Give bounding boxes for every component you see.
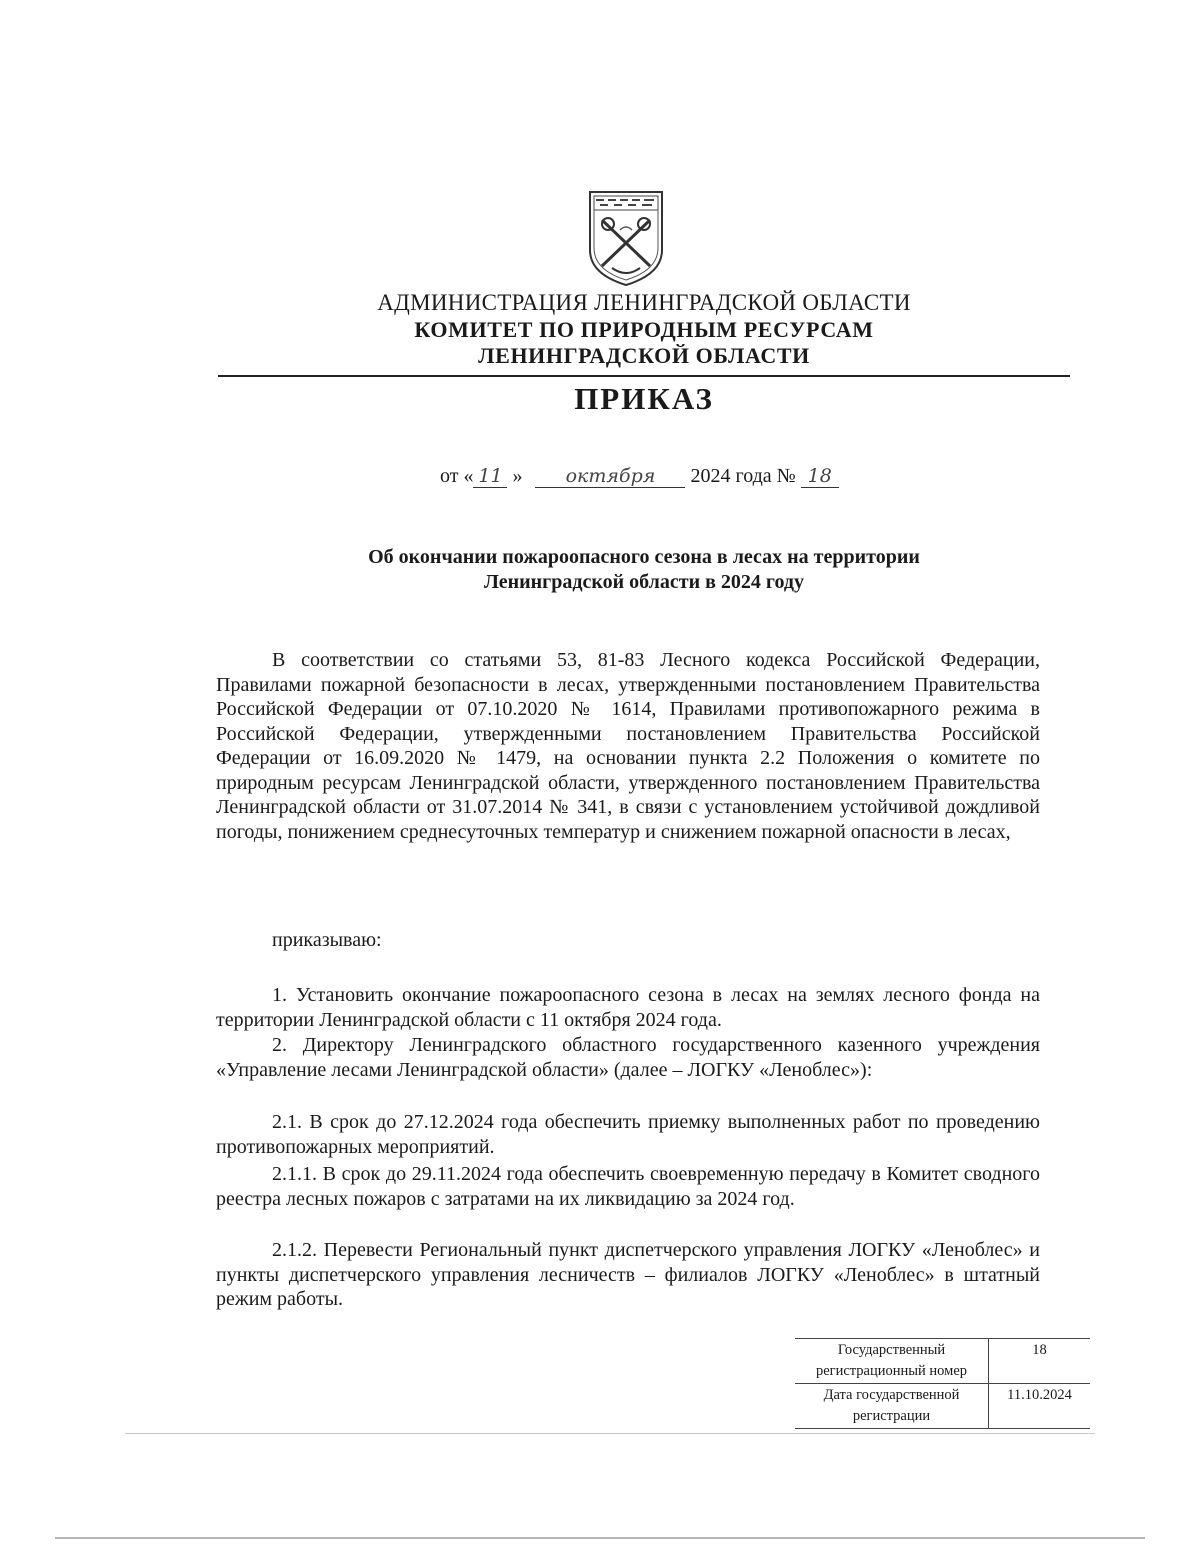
scan-artifact-line bbox=[55, 1537, 1145, 1539]
order-title bbox=[218, 545, 1070, 595]
order-title-line-1: Об окончании пожароопасного сезона в лесах на территории bbox=[368, 546, 920, 568]
number-sign: № bbox=[776, 465, 796, 487]
date-year: 2024 года bbox=[690, 465, 772, 487]
coat-of-arms-icon bbox=[584, 188, 668, 288]
registration-table bbox=[795, 1338, 1090, 1429]
item-2-1-1: 2.1.1. В срок до 29.11.2024 года обеспечить своевременную передачу в Комитет сводного реестра лесных пожаров с затратами на их ликвидацию за 2024 год. bbox=[216, 1163, 1040, 1210]
order-number-field: 18 bbox=[801, 465, 839, 488]
scan-artifact-line bbox=[125, 1433, 1095, 1434]
administration-heading: АДМИНИСТРАЦИЯ ЛЕНИНГРАДСКОЙ ОБЛАСТИ bbox=[377, 290, 911, 315]
registration-date-label: Дата государственной регистрации bbox=[795, 1384, 989, 1429]
table-row bbox=[795, 1384, 1090, 1429]
date-quote-close: » bbox=[512, 465, 523, 487]
document-type-heading: ПРИКАЗ bbox=[574, 381, 714, 416]
date-day-field: 11 bbox=[473, 465, 507, 488]
order-title-line-2: Ленинградской области в 2024 году bbox=[483, 571, 805, 593]
committee-heading: КОМИТЕТ ПО ПРИРОДНЫМ РЕСУРСАМ bbox=[414, 317, 874, 342]
order-date-line bbox=[440, 465, 839, 488]
date-prefix: от « bbox=[440, 465, 474, 487]
item-2-1-2: 2.1.2. Перевести Региональный пункт диспетчерского управления ЛОГКУ «Леноблес» и пункты диспетчерского управления лесничеств – филиалов ЛОГКУ «Леноблес» в штатный режим работы. bbox=[216, 1239, 1040, 1310]
item-2-1: 2.1. В срок до 27.12.2024 года обеспечить приемку выполненных работ по проведению противопожарных мероприятий. bbox=[216, 1111, 1040, 1158]
order-word: приказываю: bbox=[272, 929, 382, 951]
item-2: 2. Директору Ленинградского областного государственного казенного учреждения «Управление лесами Ленинградской области» (далее – ЛОГКУ «Леноблес»): bbox=[216, 1034, 1040, 1081]
region-heading: ЛЕНИНГРАДСКОЙ ОБЛАСТИ bbox=[478, 343, 810, 368]
header-divider bbox=[218, 375, 1070, 377]
table-row bbox=[795, 1339, 1090, 1384]
preamble-paragraph: В соответствии со статьями 53, 81-83 Лесного кодекса Российской Федерации, Правилами пожарной безопасности в лесах, утвержденными постановлением Правительства Российской Федерации от 07.10.2020 № 1614, Правилами противопожарного режима в Российской Федерации, утвержденными постановлением Правительства Российской Федерации от 16.09.2020 № 1479, на основании пункта 2.2 Положения о комитете по природным ресурсам Ленинградской области, утвержденного постановлением Правительства Ленинградской области от 31.07.2014 № 341, в связи с установлением устойчивой дождливой погоды, понижением среднесуточных температур и снижением пожарной опасности в лесах, bbox=[216, 649, 1040, 843]
registration-number-value: 18 bbox=[989, 1339, 1091, 1384]
date-month-field: октября bbox=[535, 465, 685, 488]
registration-date-value: 11.10.2024 bbox=[989, 1384, 1091, 1429]
registration-number-label: Государственный регистрационный номер bbox=[795, 1339, 989, 1384]
item-1: 1. Установить окончание пожароопасного сезона в лесах на землях лесного фонда на территории Ленинградской области с 11 октября 2024 года. bbox=[216, 984, 1040, 1031]
